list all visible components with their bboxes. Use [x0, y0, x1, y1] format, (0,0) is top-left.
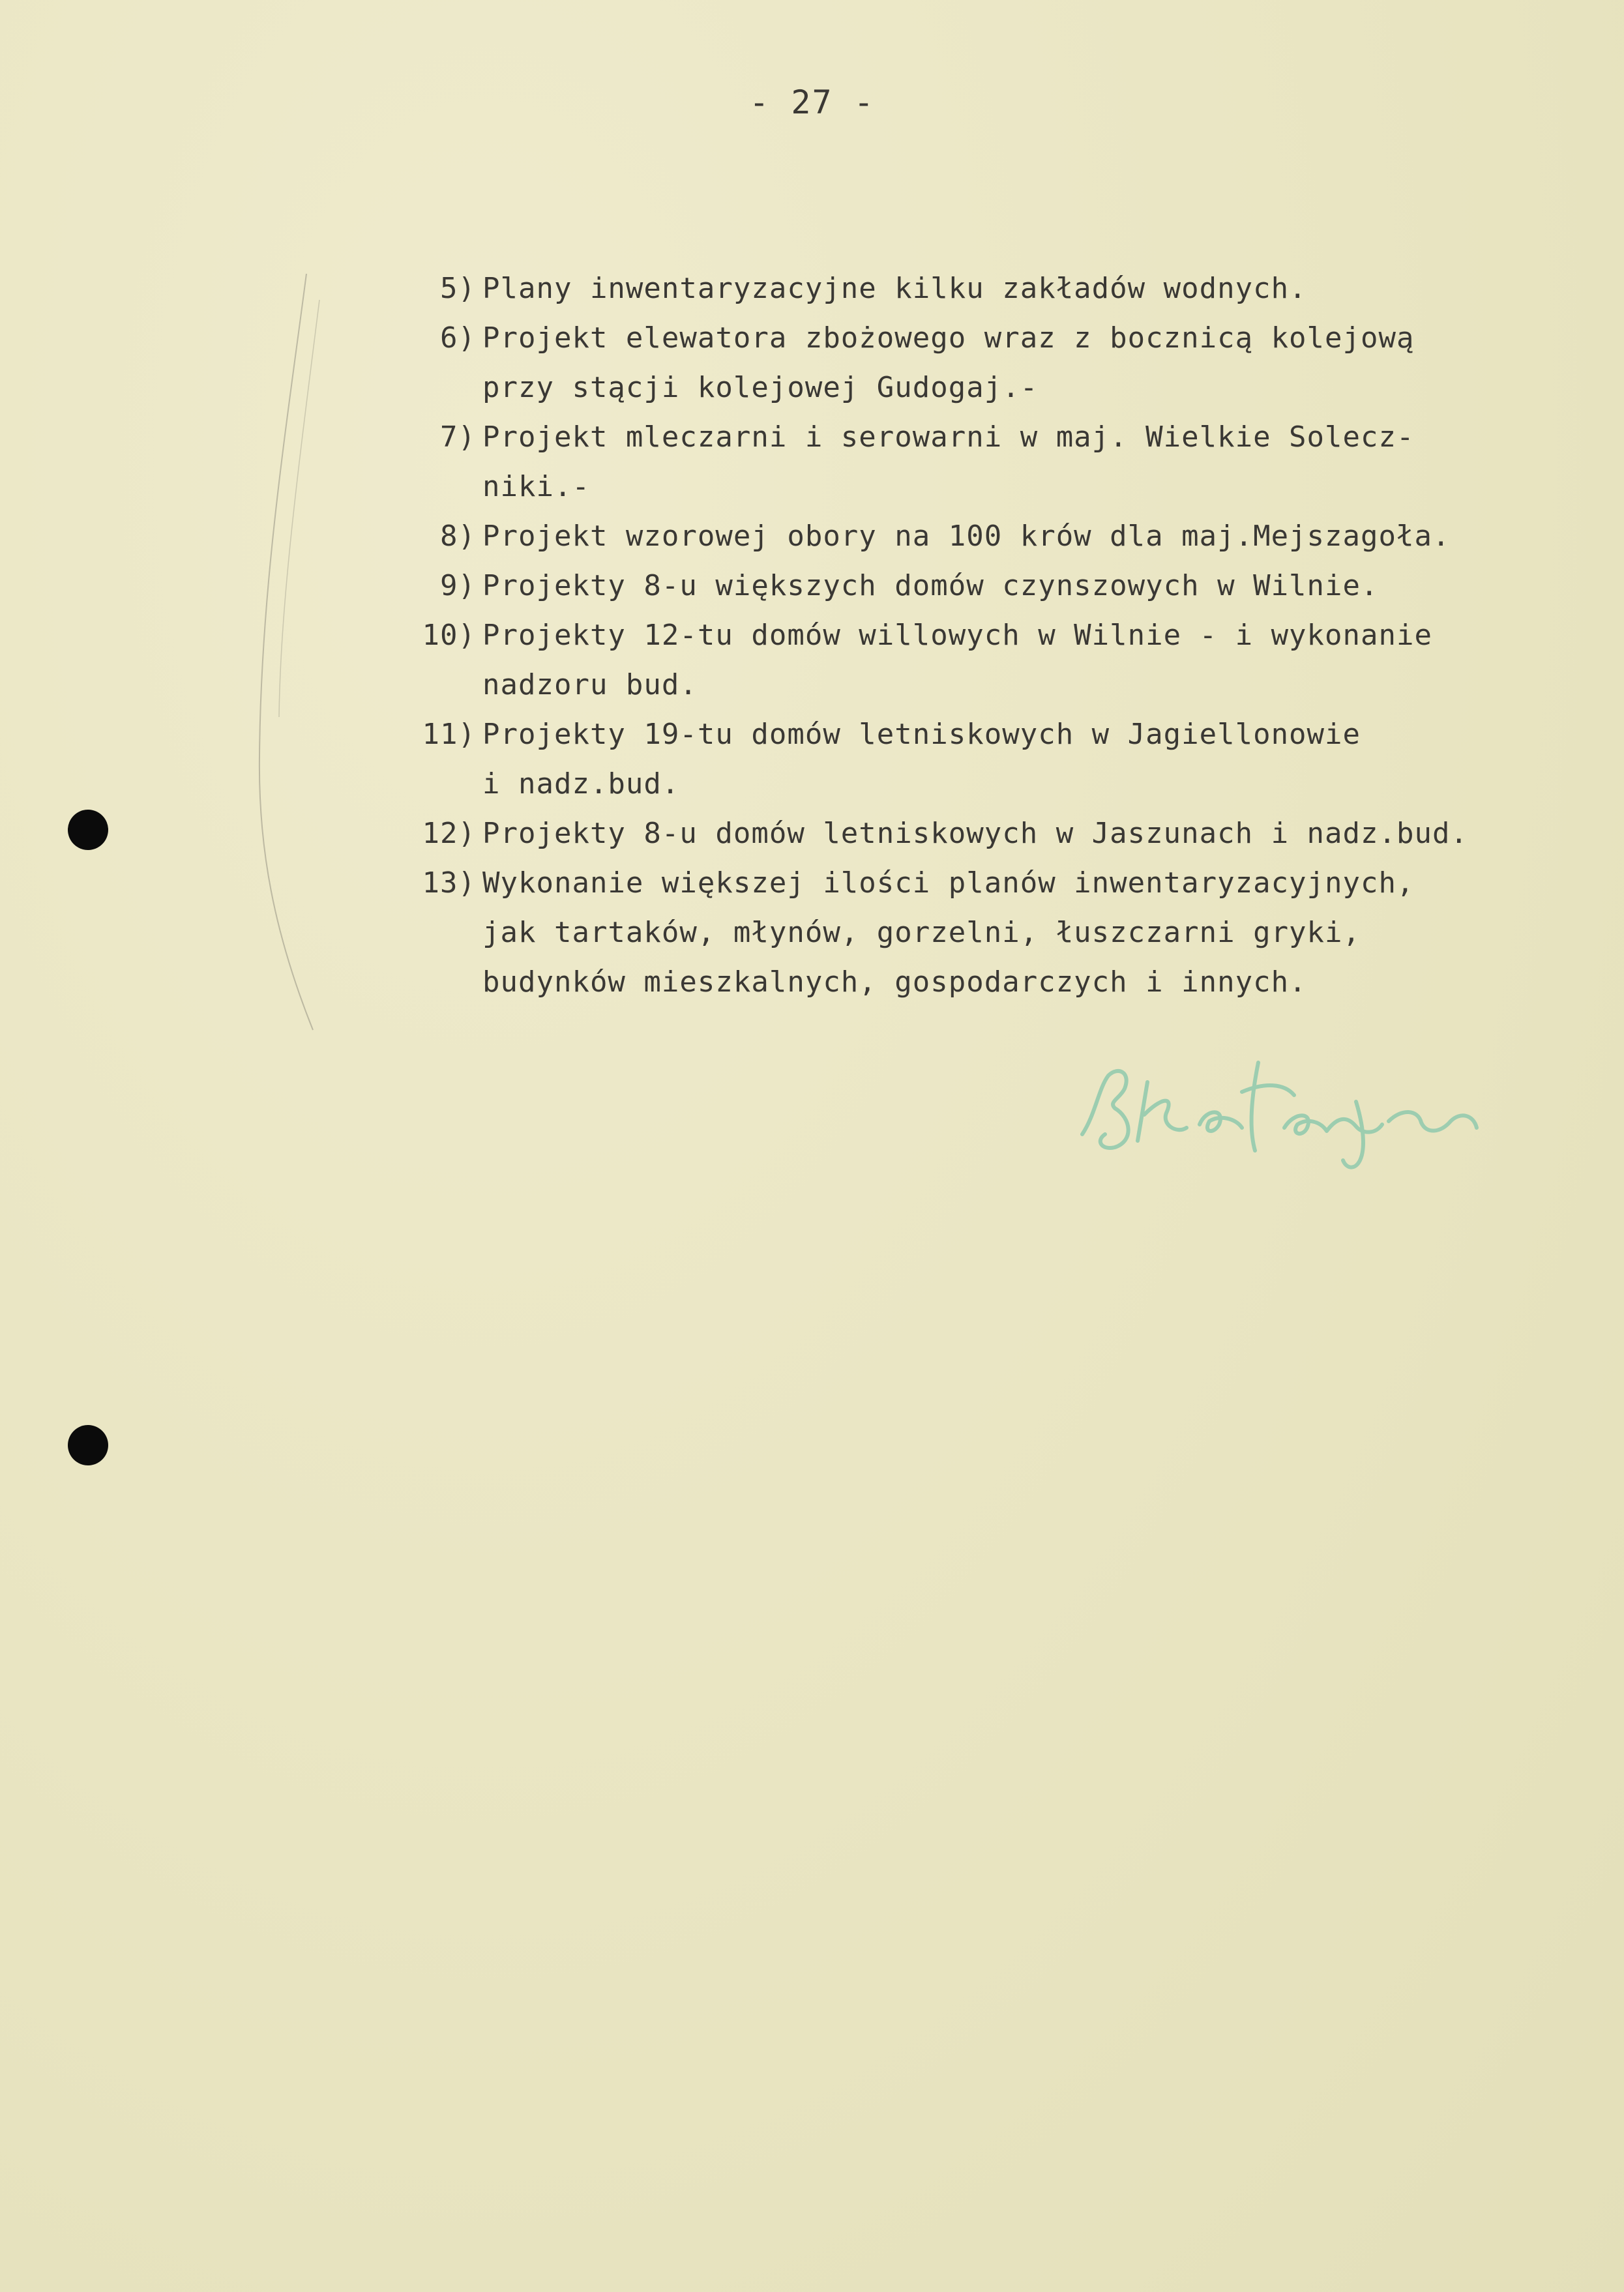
list-item — [385, 859, 1610, 1007]
list-item-number: 13) — [422, 866, 476, 900]
signature-stroke — [1069, 1036, 1486, 1180]
list-item — [385, 512, 1610, 561]
list-item-text: Plany inwentaryzacyjne kilku zakładów wodnych. — [482, 272, 1307, 305]
list-item-text: Projekty 12-tu domów willowych w Wilnie - i wykonanie nadzoru bud. — [482, 619, 1432, 701]
list-item-number: 9) — [440, 569, 476, 602]
list-item — [385, 314, 1610, 413]
punch-hole — [68, 1425, 108, 1465]
page-number: - 27 - — [749, 83, 875, 121]
list-item — [385, 561, 1610, 611]
list-item — [385, 710, 1610, 809]
punch-hole — [68, 810, 108, 850]
list-item-text: Projekt mleczarni i serowarni w maj. Wielkie Solecz- niki.- — [482, 420, 1415, 503]
list-item-text: Wykonanie większej ilości planów inwentaryzacyjnych, jak tartaków, młynów, gorzelni, łuszczarni gryki, budynków mieszkalnych, gospodarczych i innych. — [482, 866, 1415, 999]
list-item-text: Projekty 8-u domów letniskowych w Jaszunach i nadz.bud. — [482, 817, 1468, 850]
list-item-text: Projekty 8-u większych domów czynszowych w Wilnie. — [482, 569, 1379, 602]
list-item-number: 11) — [422, 718, 476, 751]
list-item-text: Projekt elewatora zbożowego wraz z bocznicą kolejową przy stącji kolejowej Gudogaj.- — [482, 321, 1415, 404]
project-list — [385, 264, 1610, 1007]
list-item-text: Projekty 19-tu domów letniskowych w Jagiellonowie i nadz.bud. — [482, 718, 1361, 801]
handwritten-signature — [1069, 1036, 1486, 1183]
list-item-number: 12) — [422, 817, 476, 850]
list-item-number: 5) — [440, 272, 476, 305]
list-item-number: 10) — [422, 619, 476, 652]
list-item-number: 8) — [440, 520, 476, 553]
list-item-number: 6) — [440, 321, 476, 355]
list-item — [385, 413, 1610, 512]
list-item-number: 7) — [440, 420, 476, 454]
list-item — [385, 611, 1610, 710]
list-item-text: Projekt wzorowej obory na 100 krów dla maj.Mejszagoła. — [482, 520, 1451, 553]
list-item — [385, 264, 1610, 314]
list-item — [385, 809, 1610, 859]
margin-pencil-lines — [235, 261, 326, 1043]
